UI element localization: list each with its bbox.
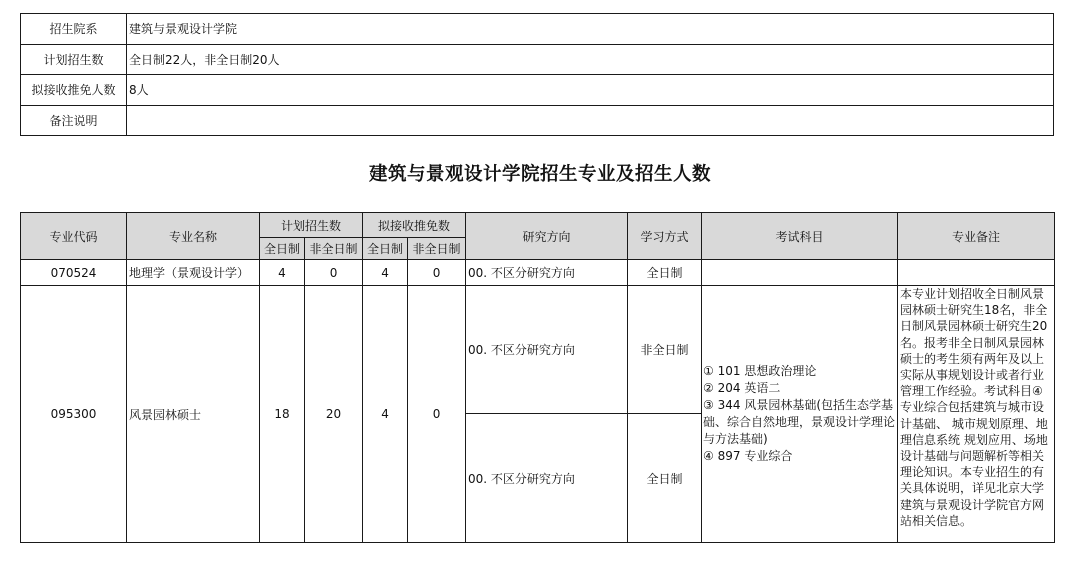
cell-exam [702, 260, 898, 286]
info-value: 建筑与景观设计学院 [127, 14, 1054, 45]
cell-name: 地理学（景观设计学） [127, 260, 260, 286]
cell-exempt-full: 4 [363, 260, 408, 286]
info-label: 计划招生数 [21, 44, 127, 75]
info-value: 全日制22人，非全日制20人 [127, 44, 1054, 75]
header-plan: 计划招生数 [260, 213, 363, 238]
cell-direction: 00. 不区分研究方向 [466, 286, 628, 414]
exam-item: ① 101 思想政治理论 [703, 364, 817, 378]
cell-mode: 全日制 [628, 260, 702, 286]
info-row-exempt [21, 75, 1054, 106]
header-direction: 研究方向 [466, 213, 628, 260]
header-exempt-part: 非全日制 [408, 238, 466, 260]
header-exam: 考试科目 [702, 213, 898, 260]
cell-code: 095300 [21, 286, 127, 543]
cell-code: 070524 [21, 260, 127, 286]
table-row [21, 260, 1055, 286]
cell-direction: 00. 不区分研究方向 [466, 260, 628, 286]
header-code: 专业代码 [21, 213, 127, 260]
cell-exempt-full: 4 [363, 286, 408, 543]
cell-mode: 非全日制 [628, 286, 702, 414]
header-remark: 专业备注 [898, 213, 1055, 260]
page-title: 建筑与景观设计学院招生专业及招生人数 [368, 164, 711, 185]
header-plan-part: 非全日制 [305, 238, 363, 260]
info-label: 备注说明 [21, 105, 127, 136]
header-row [21, 213, 1055, 238]
exam-item: ② 204 英语二 [703, 381, 781, 395]
cell-exempt-part: 0 [408, 260, 466, 286]
info-value [127, 105, 1054, 136]
cell-remark: 本专业计划招收全日制风景园林硕士研究生18名，非全日制风景园林硕士研究生20名。报考非全日制风景园林硕士的考生须有两年及以上实际从事规划设计或者行业管理工作经验。考试科目④专业综合包括建筑与城市设计基础、 城市规划原理、地理信息系统 规划应用、场地设计基础与问题解析等相关理论知识。本专业招生的有关具体说明，详见北京大学建筑与景观设计学院官方网站相关信息。 [898, 286, 1055, 543]
header-name: 专业名称 [127, 213, 260, 260]
cell-plan-part: 20 [305, 286, 363, 543]
cell-remark [898, 260, 1055, 286]
info-label: 招生院系 [21, 14, 127, 45]
info-label: 拟接收推免人数 [21, 75, 127, 106]
exam-item: ③ 344 风景园林基础(包括生态学基础、综合自然地理，景观设计学理论与方法基础) [703, 398, 896, 446]
info-row-plan [21, 44, 1054, 75]
cell-name: 风景园林硕士 [127, 286, 260, 543]
info-row-department [21, 14, 1054, 45]
exam-item: ④ 897 专业综合 [703, 449, 793, 463]
info-row-remark [21, 105, 1054, 136]
info-table [20, 13, 1054, 136]
info-value: 8人 [127, 75, 1054, 106]
cell-exam [702, 286, 898, 543]
cell-direction: 00. 不区分研究方向 [466, 414, 628, 543]
cell-plan-full: 18 [260, 286, 305, 543]
major-table [20, 212, 1055, 543]
header-plan-full: 全日制 [260, 238, 305, 260]
header-exempt: 拟接收推免数 [363, 213, 466, 238]
header-exempt-full: 全日制 [363, 238, 408, 260]
table-row [21, 286, 1055, 414]
cell-mode: 全日制 [628, 414, 702, 543]
cell-plan-full: 4 [260, 260, 305, 286]
cell-plan-part: 0 [305, 260, 363, 286]
header-mode: 学习方式 [628, 213, 702, 260]
cell-exempt-part: 0 [408, 286, 466, 543]
